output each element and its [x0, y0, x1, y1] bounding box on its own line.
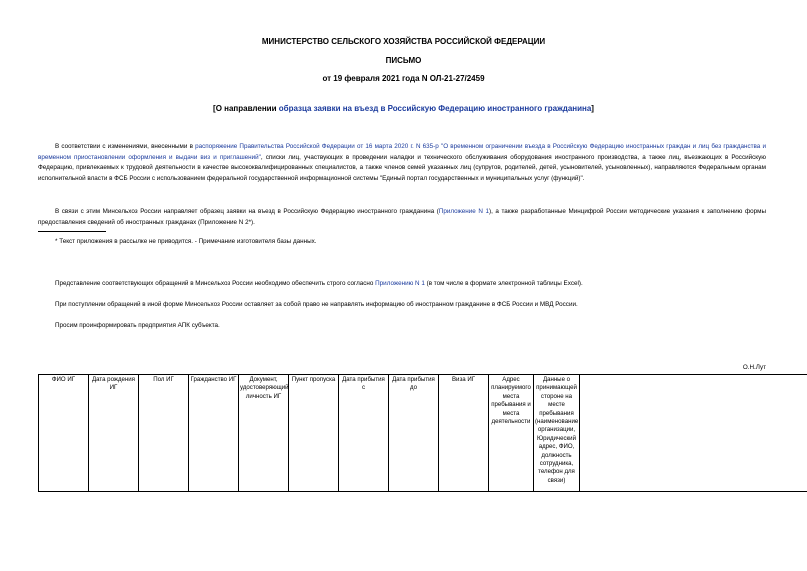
table-header-cell: Адрес планируемого места пребывания и места деятельности [489, 375, 534, 492]
application-form-table [38, 374, 807, 492]
table-header-cell: Дата прибытия до [389, 375, 439, 492]
paragraph-5: Просим проинформировать предприятия АПК субъекта. [55, 322, 220, 329]
paragraph-4: При поступлении обращений в иной форме Минсельхоз России оставляет за собой право не направлять информацию об иностранном гражданине в ФСБ России и МВД России. [55, 301, 578, 308]
document-type: ПИСЬМО [385, 56, 422, 65]
subject-prefix: О направлении [215, 104, 279, 113]
paragraph-3-text-a: Представление соответствующих обращений в Минсельхоз России необходимо обеспечить строго согласно [55, 280, 376, 287]
table-header-cell: Пункт пропуска [289, 375, 339, 492]
table-header-cell: ФИО ИГ [39, 375, 89, 492]
paragraph-1-text-a: В соответствии с изменениями, внесенными в [55, 143, 196, 150]
paragraph-3 [38, 279, 766, 290]
paragraph-2-text-a: В связи с этим Минсельхоз России направляет образец заявки на въезд в Российскую Федерацию иностранного гражданина ( [55, 208, 439, 215]
signature: О.Н.Лут [742, 364, 766, 371]
subject-link[interactable]: образца заявки на въезд в Российскую Федерацию иностранного гражданина [278, 104, 592, 113]
subject-close-bracket: ] [591, 104, 594, 113]
paragraph-2 [38, 207, 766, 228]
table-header-cell: Пол ИГ [139, 375, 189, 492]
paragraph-3-text-b: (в том числе в формате электронной таблицы Excel). [424, 280, 583, 287]
subject-open-bracket: [ [213, 104, 216, 113]
ministry-heading: МИНИСТЕРСТВО СЕЛЬСКОГО ХОЗЯЙСТВА РОССИЙСКОЙ ФЕДЕРАЦИИ [261, 37, 546, 46]
government-order-link[interactable]: распоряжение Правительства Российской Федерации от 16 марта 2020 г. N 635-р "О временном ограничении въезда в Российскую Федерацию иностранных граждан и лиц без гражданства и временном приостановлении оформления и выдачи виз и приглашений" [38, 143, 766, 161]
paragraph-2-text-b: ), а также разработанные Минцифрой России методические указания к заполнению формы предоставления сведений об иностранных гражданах (Приложение N 2*). [38, 208, 766, 226]
appendix-1-link[interactable]: Приложение N 1 [438, 208, 489, 215]
table-header-cell: Виза ИГ [439, 375, 489, 492]
table-header-cell: Гражданство ИГ [189, 375, 239, 492]
table-header-cell [580, 375, 807, 492]
document-subject [0, 104, 807, 113]
appendix-1-link-2[interactable]: Приложению N 1 [375, 280, 425, 287]
table-header-row [39, 375, 807, 492]
footnote-separator [38, 231, 106, 232]
document-date-number: от 19 февраля 2021 года N ОЛ-21-27/2459 [322, 74, 485, 83]
paragraph-1-text-b: , списки лиц, участвующих в проведении наладки и технического обслуживания оборудования иностранного производства, а также лиц, въезжающих в Российскую Федерацию, привлекаемых к трудовой деятельности в качестве высококвалифицированных специалистов, а также членов семей указанных лиц (супругов, родителей, детей, усыновителей, усыновленных), направляются Федеральным органам исполнительной власти в ФСБ России с использованием федеральной государственной информационной системы "Единый портал государственных и муниципальных услуг (функций)". [38, 153, 766, 182]
table-header-cell: Дата прибытия с [339, 375, 389, 492]
table-header-cell: Данные о принимающей стороне на месте пребывания (наименование организации, Юридический адрес, ФИО, должность сотрудника, телефон для связи) [534, 375, 580, 492]
table-header-cell: Документ, удостоверяющий личность ИГ [239, 375, 289, 492]
footnote: * Текст приложения в рассылке не приводится. - Примечание изготовителя базы данных. [55, 238, 317, 245]
paragraph-1 [38, 142, 766, 184]
table-header-cell: Дата рождения ИГ [89, 375, 139, 492]
